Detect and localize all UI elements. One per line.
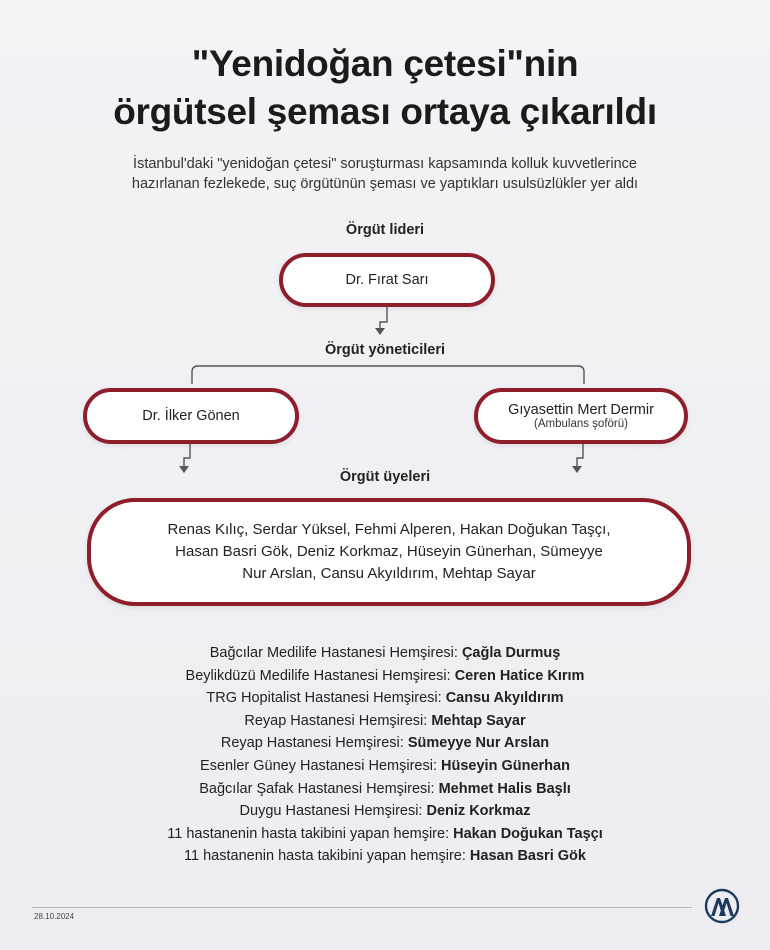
list-item — [0, 665, 770, 688]
person-name: Mehmet Halis Başlı — [438, 780, 571, 797]
leader-box — [279, 253, 495, 307]
left-manager-arrow — [184, 444, 190, 468]
list-item — [0, 845, 770, 868]
role-text: Bağcılar Şafak Hastanesi Hemşiresi: — [199, 780, 435, 797]
role-text: 11 hastanenin hasta takibini yapan hemşire: — [184, 848, 466, 865]
person-name: Mehtap Sayar — [431, 712, 526, 729]
role-text: 11 hastanenin hasta takibini yapan hemşire: — [167, 825, 450, 842]
list-item — [0, 823, 770, 846]
list-item — [0, 710, 770, 733]
publish-date: 28.10.2024 — [34, 912, 75, 921]
list-item — [0, 778, 770, 801]
members-line-3: Nur Arslan, Cansu Akyıldırım, Mehtap Sayar — [242, 565, 536, 582]
role-text: Esenler Güney Hastanesi Hemşiresi: — [200, 757, 437, 774]
aa-logo-icon — [704, 888, 740, 924]
person-name: Deniz Korkmaz — [426, 803, 531, 820]
person-name: Çağla Durmuş — [461, 645, 561, 661]
leader-name: Dr. Fırat Sarı — [345, 272, 429, 288]
members-line-2: Hasan Basri Gök, Deniz Korkmaz, Hüseyin Günerhan, Sümeyye — [175, 543, 603, 560]
person-name: Hüseyin Günerhan — [441, 757, 570, 774]
members-label: Örgüt üyeleri — [339, 469, 431, 485]
members-list — [127, 519, 650, 585]
list-item — [0, 732, 770, 755]
role-text: Bağcılar Medilife Hastanesi Hemşiresi: — [209, 645, 458, 661]
title-line-2: örgütsel şeması ortaya çıkarıldı — [113, 91, 657, 132]
members-line-1: Renas Kılıç, Serdar Yüksel, Fehmi Alperen, Hakan Doğukan Taşçı, — [167, 521, 611, 538]
list-item — [0, 755, 770, 778]
role-text: Beylikdüzü Medilife Hastanesi Hemşiresi: — [185, 667, 451, 684]
leader-arrow — [380, 306, 387, 330]
right-manager-arrow — [577, 444, 583, 468]
person-name: Sümeyye Nur Arslan — [407, 735, 550, 752]
manager-box-right — [474, 388, 688, 444]
subtitle-line-1: İstanbul'daki "yenidoğan çetesi" soruşturması kapsamında kolluk kuvvetlerince — [133, 156, 637, 172]
person-name: Cansu Akyıldırım — [445, 690, 564, 707]
manager-right-name: Gıyasettin Mert Dermir — [508, 402, 654, 418]
members-box — [87, 498, 691, 606]
role-text: Reyap Hastanesi Hemşiresi: — [220, 735, 404, 752]
list-item — [0, 687, 770, 710]
role-text: Duygu Hastanesi Hemşiresi: — [239, 803, 423, 820]
leader-arrowhead — [375, 328, 385, 335]
role-text: Reyap Hastanesi Hemşiresi: — [244, 712, 428, 729]
manager-right-role: (Ambulans şoförü) — [534, 418, 628, 430]
list-item — [0, 642, 770, 665]
title-line-1: "Yenidoğan çetesi"nin — [191, 43, 579, 84]
person-name: Hakan Doğukan Taşçı — [453, 825, 603, 842]
list-item — [0, 800, 770, 823]
manager-box-left — [83, 388, 299, 444]
person-name: Ceren Hatice Kırım — [454, 667, 585, 684]
footer-divider — [32, 907, 692, 908]
manager-left-name: Dr. İlker Gönen — [142, 408, 240, 424]
role-text: TRG Hopitalist Hastanesi Hemşiresi: — [206, 690, 442, 707]
person-name: Hasan Basri Gök — [469, 848, 586, 865]
managers-bracket — [192, 366, 584, 384]
leader-label: Örgüt lideri — [345, 222, 425, 238]
managers-label: Örgüt yöneticileri — [324, 342, 446, 358]
subtitle-line-2: hazırlanan fezlekede, suç örgütünün şeması ve yaptıkları usulsüzlükler yer aldı — [131, 176, 639, 192]
roles-list — [0, 642, 770, 868]
